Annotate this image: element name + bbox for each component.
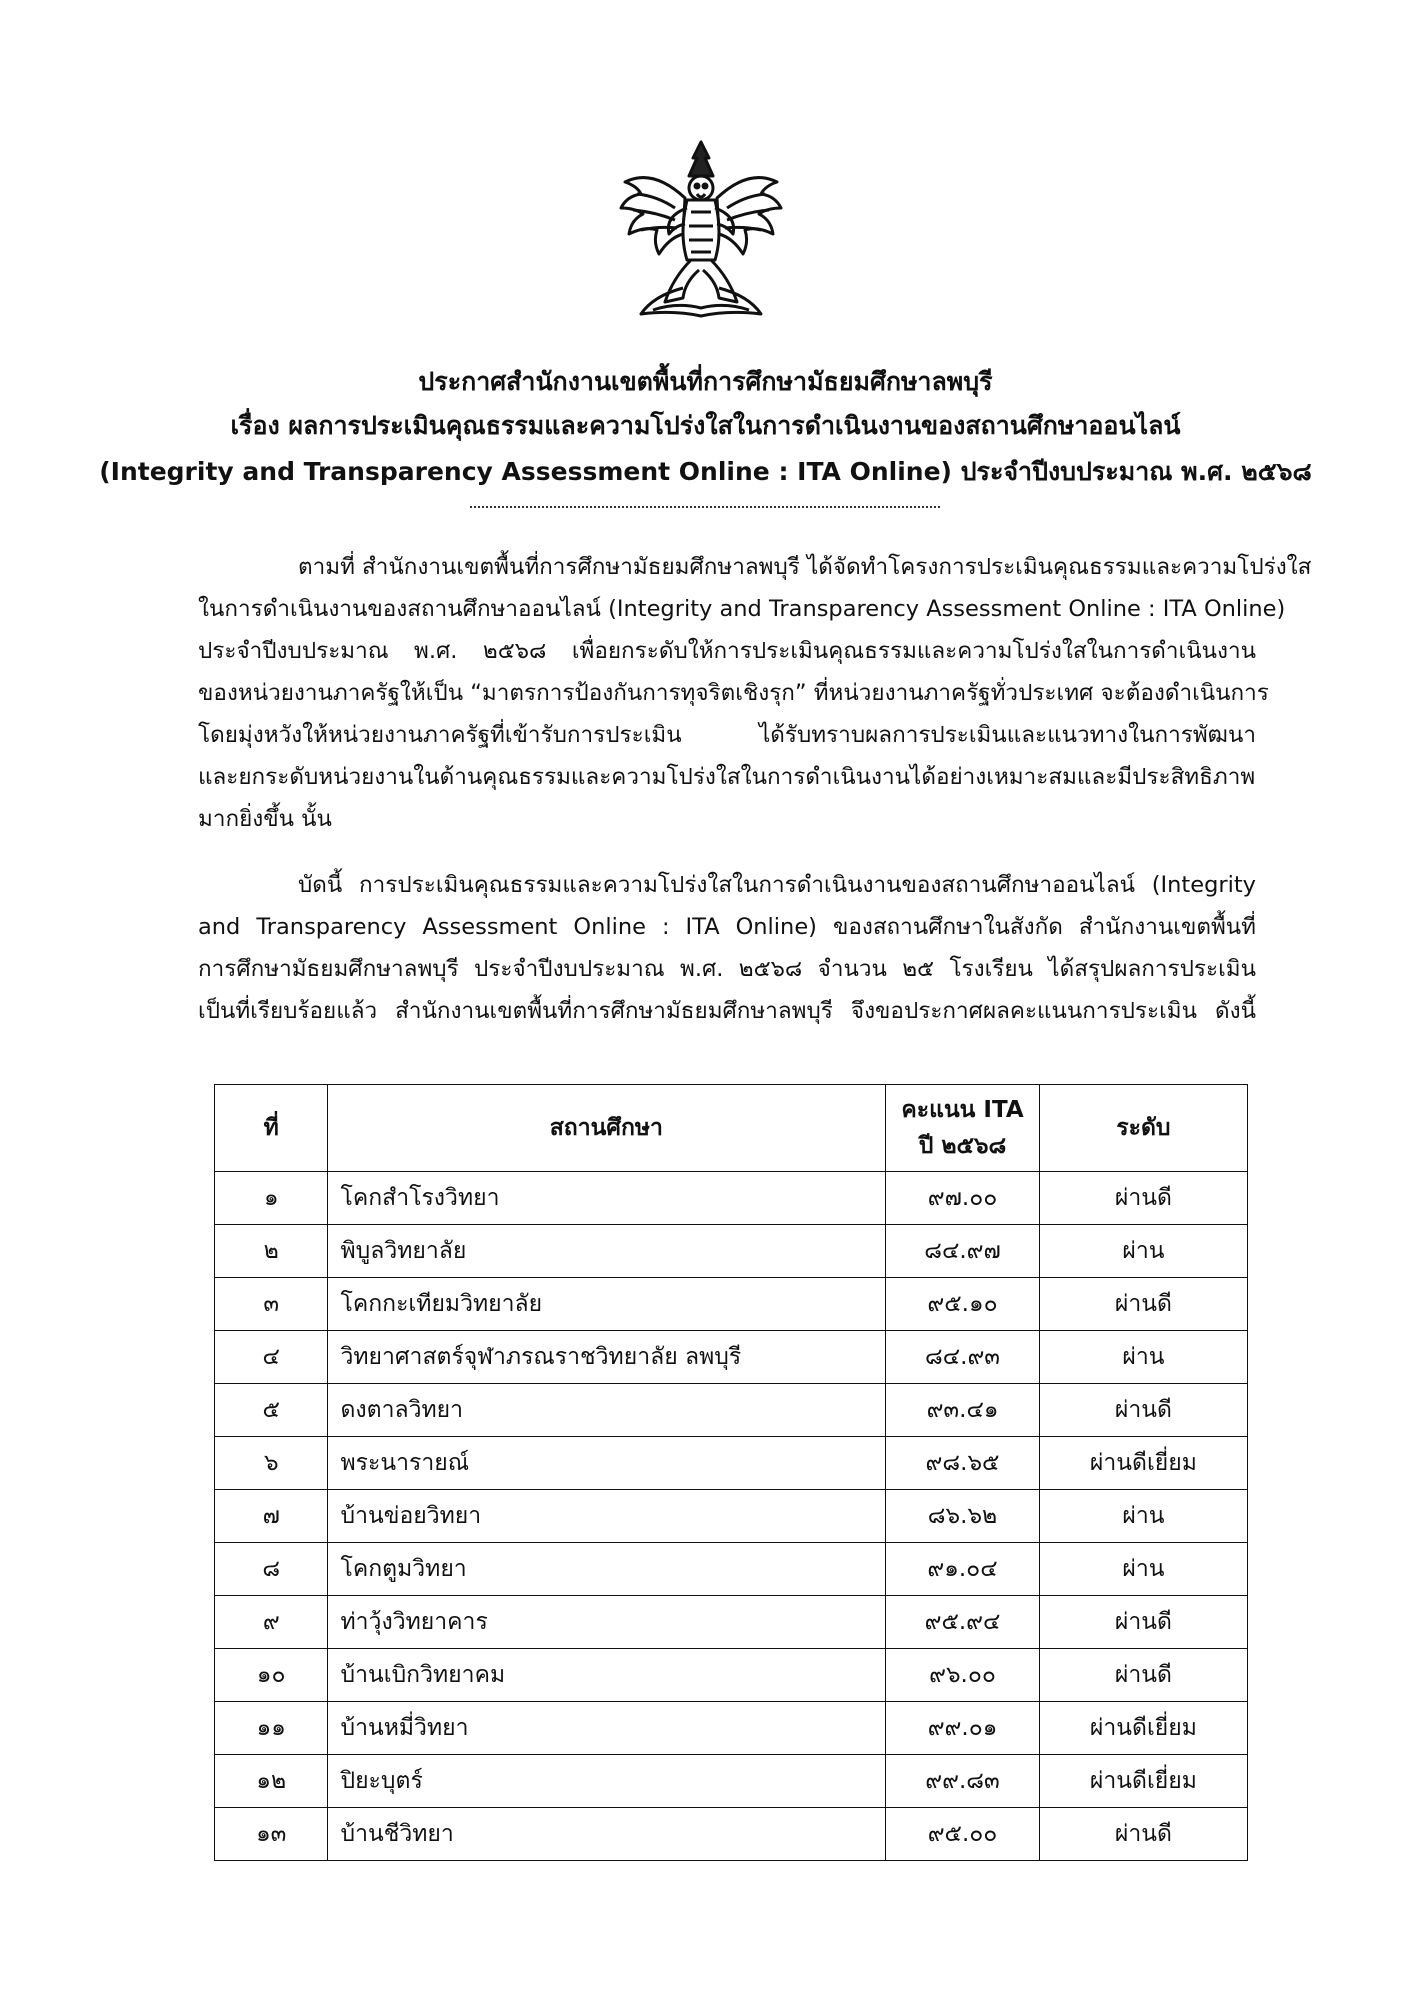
row-score: ๙๓.๔๑	[886, 1384, 1040, 1437]
row-school: โคกกะเทียมวิทยาลัย	[328, 1278, 886, 1331]
table-row	[215, 1755, 1248, 1808]
paragraph-1-line: ตามที่ สำนักงานเขตพื้นที่การศึกษามัธยมศึกษาลพบุรี ได้จัดทำโครงการประเมินคุณธรรมและความโปร่งใส	[298, 554, 1312, 580]
paragraph-2-line: and Transparency Assessment Online : ITA Online) ของสถานศึกษาในสังกัด สำนักงานเขตพื้นที่	[198, 914, 1256, 940]
row-number: ๕	[215, 1384, 328, 1437]
row-number: ๑๓	[215, 1808, 328, 1861]
table-header-row	[215, 1085, 1248, 1172]
row-number: ๑๐	[215, 1649, 328, 1702]
header-level: ระดับ	[1039, 1085, 1247, 1172]
row-school: โคกสำโรงวิทยา	[328, 1172, 886, 1225]
paragraph-1-line: มากยิ่งขึ้น นั้น	[198, 806, 332, 832]
row-level: ผ่านดี	[1039, 1596, 1247, 1649]
paragraph-1-line: ในการดำเนินงานของสถานศึกษาออนไลน์ (Integrity and Transparency Assessment Online : ITA Online)	[198, 596, 1286, 622]
header-no: ที่	[215, 1085, 328, 1172]
row-number: ๖	[215, 1437, 328, 1490]
row-score: ๙๙.๐๑	[886, 1702, 1040, 1755]
row-level: ผ่าน	[1039, 1543, 1247, 1596]
paragraph-2-line: เป็นที่เรียบร้อยแล้ว สำนักงานเขตพื้นที่การศึกษามัธยมศึกษาลพบุรี จึงขอประกาศผลคะแนนการประเมิน ดังนี้	[198, 998, 1256, 1024]
row-score: ๘๖.๖๒	[886, 1490, 1040, 1543]
garuda-emblem-icon	[613, 138, 789, 324]
paragraph-1-line: ประจำปีงบประมาณ พ.ศ. ๒๕๖๘ เพื่อยกระดับให้การประเมินคุณธรรมและความโปร่งใสในการดำเนินงาน	[198, 638, 1256, 664]
table-row	[215, 1808, 1248, 1861]
row-number: ๑	[215, 1172, 328, 1225]
table-row	[215, 1172, 1248, 1225]
row-score: ๙๖.๐๐	[886, 1649, 1040, 1702]
paragraph-2-line: บัดนี้ การประเมินคุณธรรมและความโปร่งใสในการดำเนินงานของสถานศึกษาออนไลน์ (Integrity	[298, 872, 1256, 898]
table-row	[215, 1384, 1248, 1437]
row-level: ผ่านดี	[1039, 1384, 1247, 1437]
row-level: ผ่านดี	[1039, 1278, 1247, 1331]
row-score: ๙๙.๘๓	[886, 1755, 1040, 1808]
row-score: ๙๕.๑๐	[886, 1278, 1040, 1331]
header-school: สถานศึกษา	[328, 1085, 886, 1172]
row-number: ๑๑	[215, 1702, 328, 1755]
row-score: ๙๕.๐๐	[886, 1808, 1040, 1861]
table-body	[215, 1172, 1248, 1861]
row-score: ๙๑.๐๔	[886, 1543, 1040, 1596]
header-score-line2: ปี ๒๕๖๘	[918, 1133, 1007, 1159]
row-number: ๔	[215, 1331, 328, 1384]
announcement-title: ประกาศสำนักงานเขตพื้นที่การศึกษามัธยมศึกษาลพบุรี	[418, 367, 993, 396]
table-row	[215, 1331, 1248, 1384]
row-level: ผ่าน	[1039, 1490, 1247, 1543]
row-level: ผ่านดีเยี่ยม	[1039, 1702, 1247, 1755]
header-score	[886, 1085, 1040, 1172]
table-row	[215, 1702, 1248, 1755]
table-row	[215, 1225, 1248, 1278]
table-row	[215, 1490, 1248, 1543]
paragraph-2-line: การศึกษามัธยมศึกษาลพบุรี ประจำปีงบประมาณ พ.ศ. ๒๕๖๘ จำนวน ๒๕ โรงเรียน ได้สรุปผลการประเมิน	[198, 956, 1256, 982]
row-school: บ้านเบิกวิทยาคม	[328, 1649, 886, 1702]
table-row	[215, 1596, 1248, 1649]
row-school: ท่าวุ้งวิทยาคาร	[328, 1596, 886, 1649]
row-level: ผ่านดี	[1039, 1172, 1247, 1225]
table-row	[215, 1278, 1248, 1331]
row-level: ผ่าน	[1039, 1225, 1247, 1278]
paragraph-1-line: และยกระดับหน่วยงานในด้านคุณธรรมและความโปร่งใสในการดำเนินงานได้อย่างเหมาะสมและมีประสิทธิภาพ	[198, 764, 1256, 790]
row-score: ๘๔.๙๗	[886, 1225, 1040, 1278]
paragraph-2	[198, 864, 1256, 1032]
ita-results-table	[214, 1084, 1248, 1861]
announcement-subject: เรื่อง ผลการประเมินคุณธรรมและความโปร่งใสในการดำเนินงานของสถานศึกษาออนไลน์	[230, 411, 1181, 440]
header-score-line1: คะแนน ITA	[901, 1097, 1024, 1123]
row-number: ๗	[215, 1490, 328, 1543]
paragraph-1-line: โดยมุ่งหวังให้หน่วยงานภาครัฐที่เข้ารับการประเมิน ได้รับทราบผลการประเมินและแนวทางในการพัฒนา	[198, 722, 1256, 748]
row-score: ๙๘.๖๕	[886, 1437, 1040, 1490]
row-number: ๙	[215, 1596, 328, 1649]
row-number: ๘	[215, 1543, 328, 1596]
row-school: บ้านชีวิทยา	[328, 1808, 886, 1861]
row-school: บ้านข่อยวิทยา	[328, 1490, 886, 1543]
row-number: ๑๒	[215, 1755, 328, 1808]
row-number: ๒	[215, 1225, 328, 1278]
row-school: พระนารายณ์	[328, 1437, 886, 1490]
row-school: ปิยะบุตร์	[328, 1755, 886, 1808]
row-level: ผ่านดีเยี่ยม	[1039, 1755, 1247, 1808]
row-number: ๓	[215, 1278, 328, 1331]
dotted-divider	[470, 506, 940, 508]
paragraph-1	[198, 546, 1312, 840]
announcement-subject-english: (Integrity and Transparency Assessment Online : ITA Online) ประจำปีงบประมาณ พ.ศ. ๒๕๖๘	[99, 457, 1312, 486]
row-score: ๙๕.๙๔	[886, 1596, 1040, 1649]
row-score: ๘๔.๙๓	[886, 1331, 1040, 1384]
row-score: ๙๗.๐๐	[886, 1172, 1040, 1225]
row-level: ผ่านดี	[1039, 1649, 1247, 1702]
row-school: พิบูลวิทยาลัย	[328, 1225, 886, 1278]
row-school: บ้านหมี่วิทยา	[328, 1702, 886, 1755]
row-school: วิทยาศาสตร์จุฬาภรณราชวิทยาลัย ลพบุรี	[328, 1331, 886, 1384]
row-level: ผ่านดี	[1039, 1808, 1247, 1861]
row-school: ดงตาลวิทยา	[328, 1384, 886, 1437]
table-row	[215, 1543, 1248, 1596]
row-school: โคกตูมวิทยา	[328, 1543, 886, 1596]
row-level: ผ่านดีเยี่ยม	[1039, 1437, 1247, 1490]
table-row	[215, 1437, 1248, 1490]
row-level: ผ่าน	[1039, 1331, 1247, 1384]
paragraph-1-line: ของหน่วยงานภาครัฐให้เป็น “มาตรการป้องกันการทุจริตเชิงรุก” ที่หน่วยงานภาครัฐทั่วประเทศ จะต้องดำเนินการ	[198, 680, 1269, 706]
table-row	[215, 1649, 1248, 1702]
